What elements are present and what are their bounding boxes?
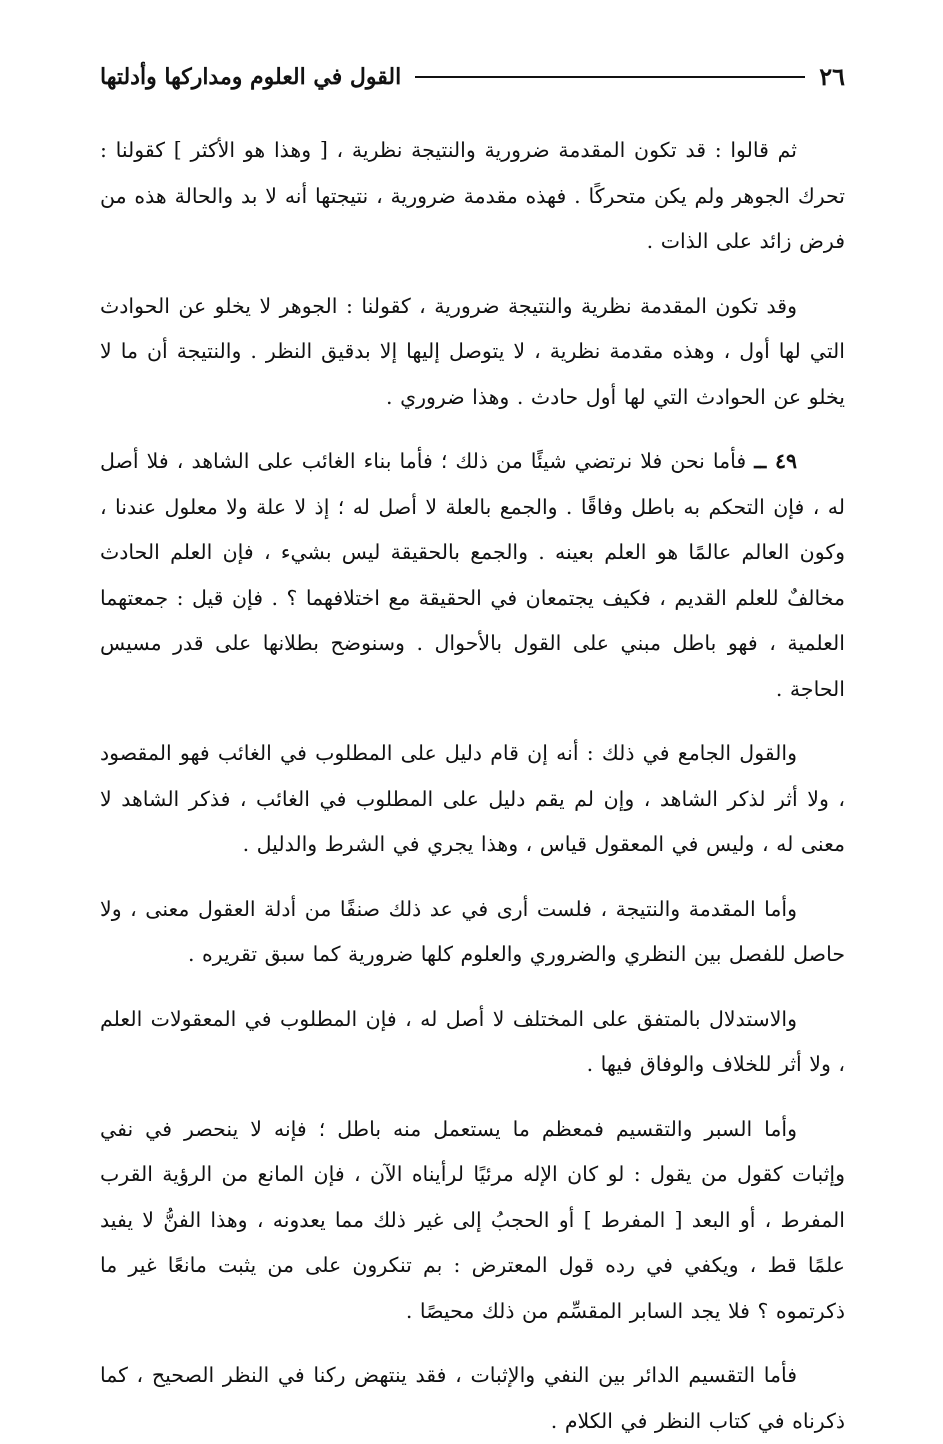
paragraph-4 — [100, 731, 845, 868]
paragraph-text: فأما التقسيم الدائر بين النفي والإثبات ، فقد ينتهض ركنا في النظر الصحيح ، كما ذكرناه في كتاب النظر في الكلام . — [100, 1363, 845, 1433]
running-head — [100, 60, 845, 94]
paragraph-text: وأما المقدمة والنتيجة ، فلست أرى في عد ذلك صنفًا من أدلة العقول معنى ، ولا حاصل للفصل بين النظري والضروري والعلوم كلها ضرورية كما سبق تقريره . — [100, 896, 845, 966]
paragraph-text: فأما نحن فلا نرتضي شيئًا من ذلك ؛ فأما بناء الغائب على الشاهد ، فلا أصل له ، فإن التحكم به باطل وفاقًا . والجمع بالعلة لا أصل له ؛ إذ لا علة ولا معلول عندنا ، وكون العالم عالمًا هو العلم بعينه . والجمع بالحقيقة ليس بشيء ، فإن العلم الحادث مخالفٌ للعلم القديم ، فكيف يجتمعان في الحقيقة مع اختلافهما ؟ . فإن قيل : جمعتهما العلمية ، فهو باطل مبني على القول بالأحوال . وسنوضح بطلانها على قدر مسيس الحاجة . — [100, 449, 845, 701]
body-text — [100, 128, 845, 1444]
paragraph-text: والاستدلال بالمتفق على المختلف لا أصل له ، فإن المطلوب في المعقولات العلم ، ولا أثر للخلاف والوفاق فيها . — [100, 1006, 845, 1076]
running-title: القول في العلوم ومداركها وأدلتها — [100, 64, 402, 90]
paragraph-2 — [100, 284, 845, 421]
paragraph-1 — [100, 128, 845, 265]
paragraph-3-section-49 — [100, 439, 845, 712]
paragraph-text: وأما السبر والتقسيم فمعظم ما يستعمل منه باطل ؛ فإنه لا ينحصر في نفي وإثبات كقول من يقول : لو كان الإله مرئيًا لرأيناه الآن ، فإن المانع من الرؤية القرب المفرط ، أو البعد [ المفرط ] أو الحجبُ إلى غير ذلك مما يعدونه ، وهذا الفنُّ لا يفيد علمًا قط ، ويكفي في رده قول المعترض : بم تنكرون على من يثبت مانعًا غير ما ذكرتموه ؟ فلا يجد السابر المقسِّم من ذلك محيصًا . — [100, 1116, 845, 1323]
paragraph-5 — [100, 887, 845, 978]
paragraph-7 — [100, 1107, 845, 1335]
header-rule — [415, 76, 805, 78]
paragraph-text: ثم قالوا : قد تكون المقدمة ضرورية والنتيجة نظرية ، [ وهذا هو الأكثر ] كقولنا : تحرك الجوهر ولم يكن متحركًا . فهذه مقدمة ضرورية ، نتيجتها أنه لا بد والحالة هذه من فرض زائد على الذات . — [100, 138, 845, 253]
paragraph-text: والقول الجامع في ذلك : أنه إن قام دليل على المطلوب في الغائب فهو المقصود ، ولا أثر لذكر الشاهد ، وإن لم يقم دليل على المطلوب في الغائب ، فذكر الشاهد لا معنى له ، وليس في المعقول قياس ، وهذا يجري في الشرط والدليل . — [100, 741, 845, 856]
paragraph-text: وقد تكون المقدمة نظرية والنتيجة ضرورية ، كقولنا : الجوهر لا يخلو عن الحوادث التي لها أول ، وهذه مقدمة نظرية ، لا يتوصل إليها إلا بدقيق النظر . والنتيجة أن ما لا يخلو عن الحوادث التي لها أول حادث . وهذا ضروري . — [100, 293, 845, 409]
paragraph-6 — [100, 997, 845, 1088]
page-number: ٢٦ — [819, 62, 845, 91]
section-number: ٤٩ ــ — [754, 449, 797, 473]
paragraph-8 — [100, 1353, 845, 1444]
